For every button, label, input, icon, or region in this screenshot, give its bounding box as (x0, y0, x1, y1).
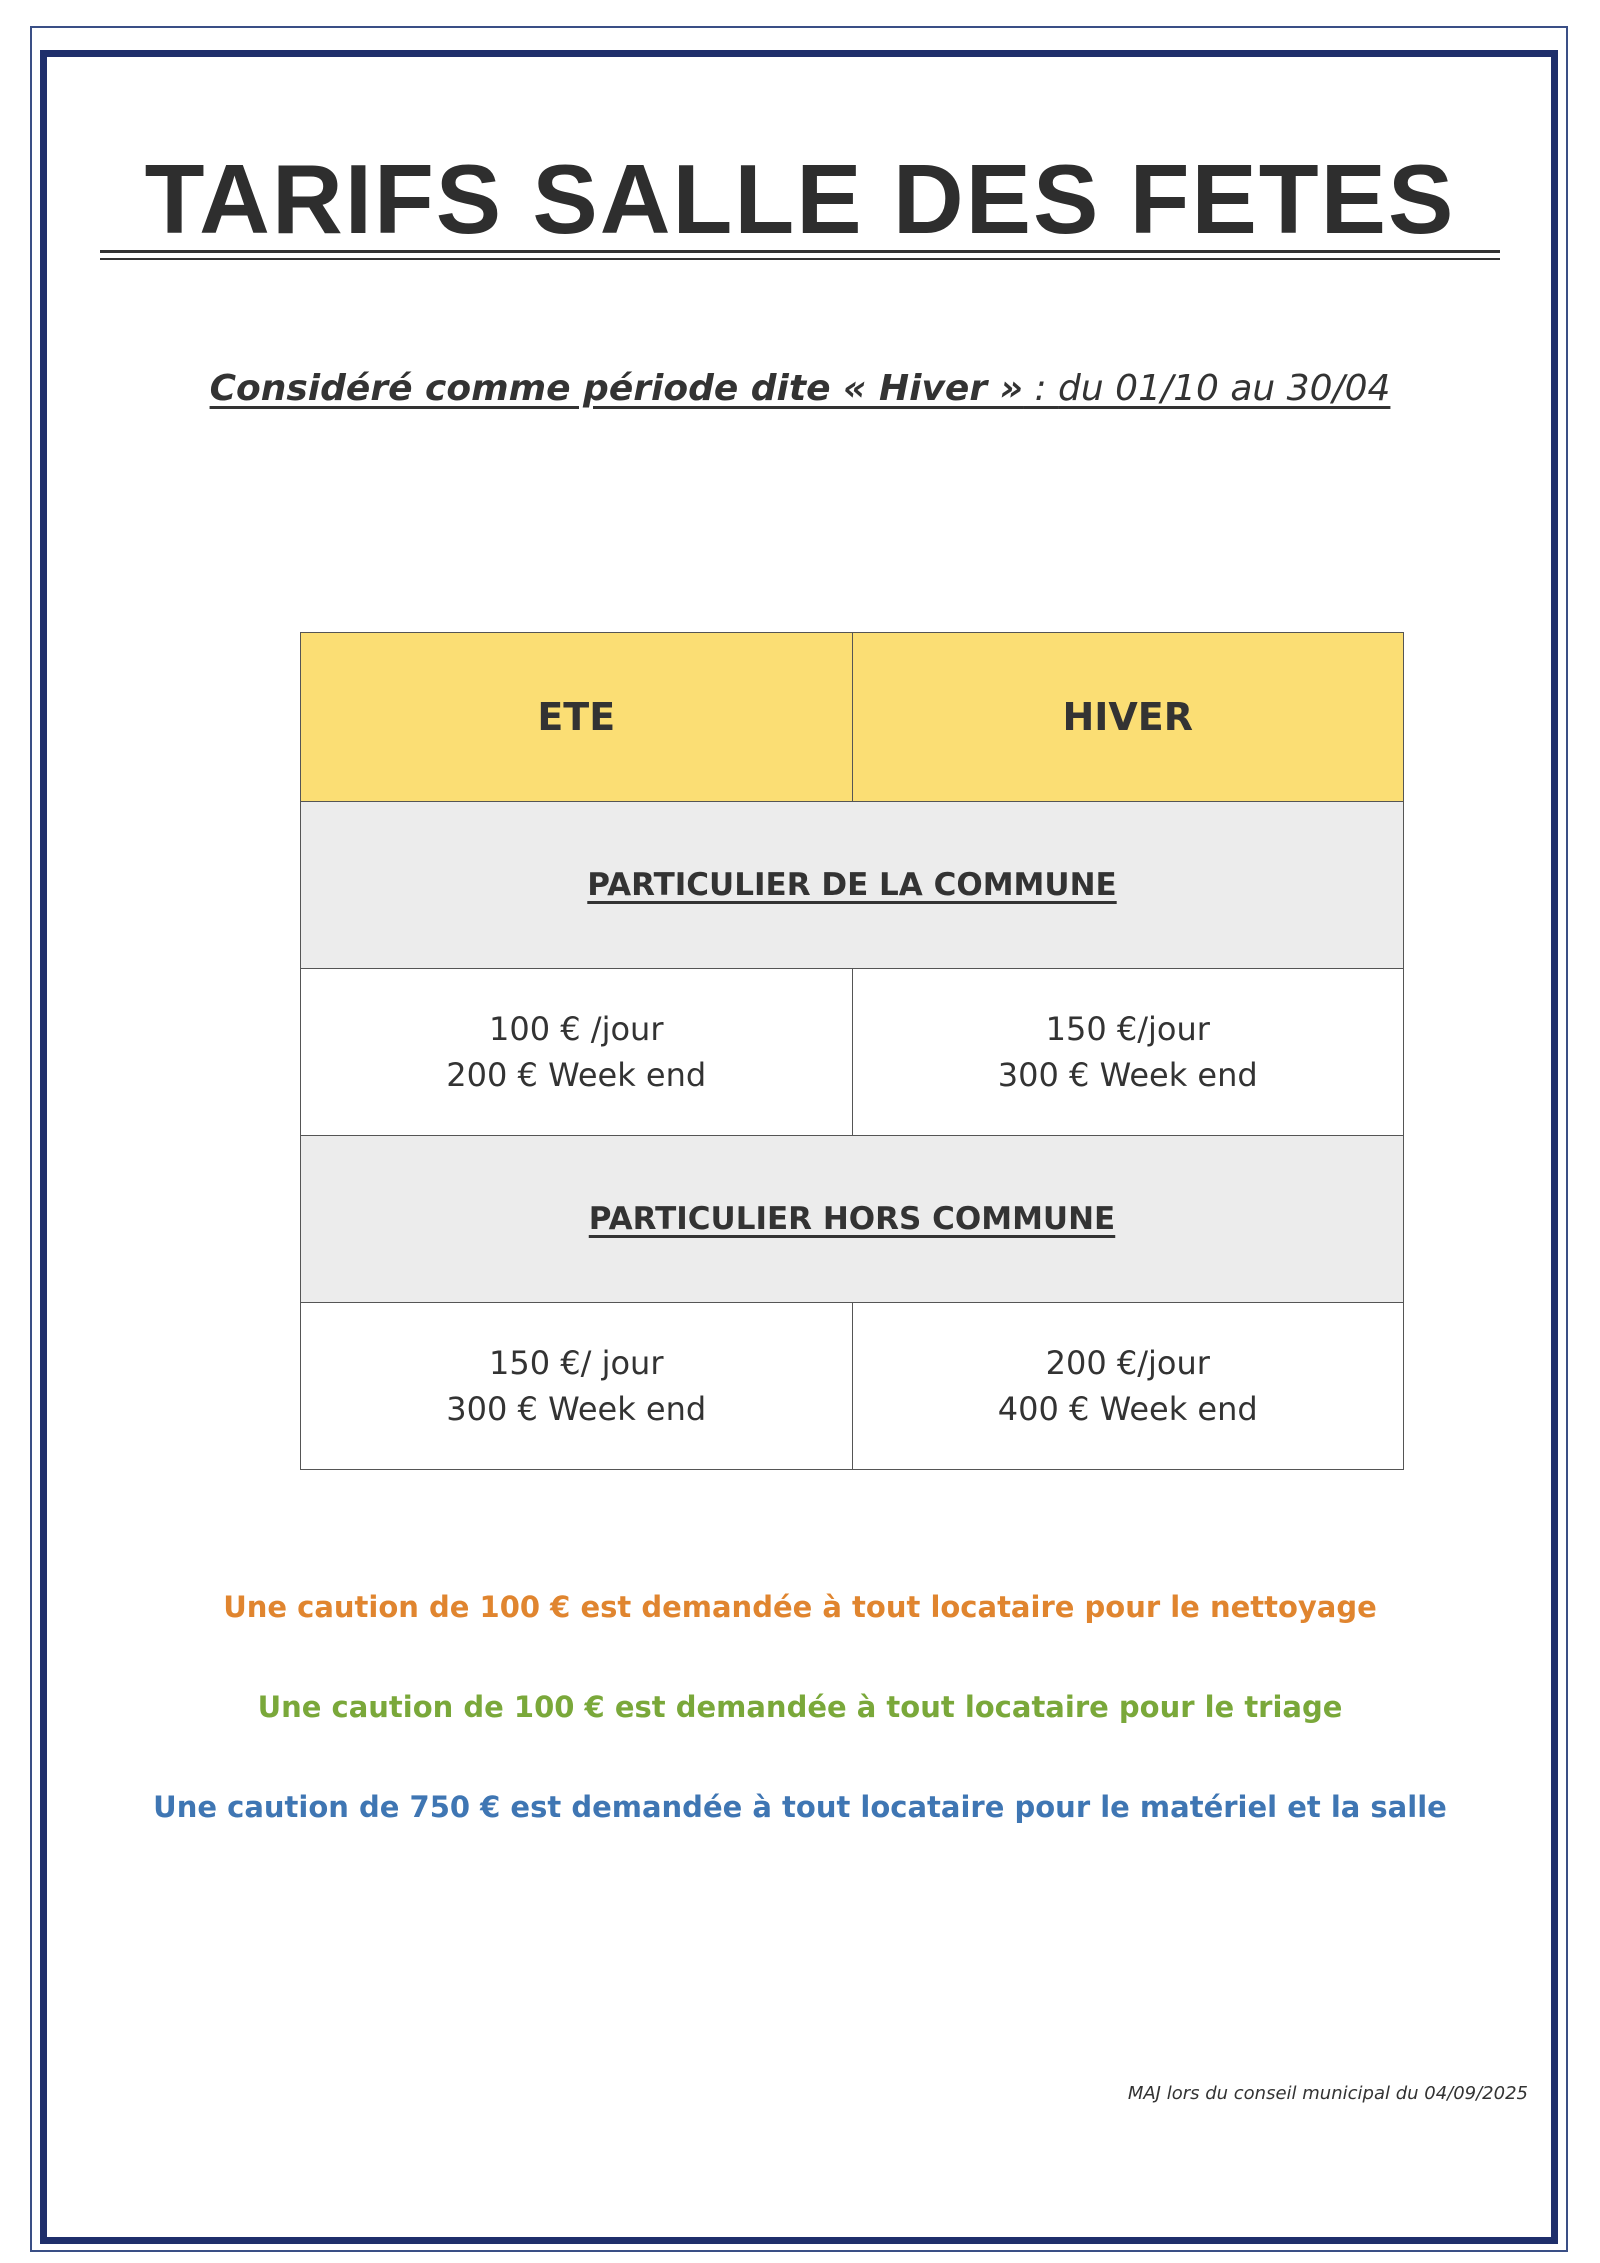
winter-period-label: Considéré comme période dite « Hiver » (209, 368, 1024, 409)
price-cell-hiver (852, 969, 1404, 1136)
winter-period-separator: : (1023, 368, 1059, 409)
winter-period-range: du 01/10 au 30/04 (1058, 368, 1391, 409)
price-cell-hiver (852, 1303, 1404, 1470)
price-row-commune (301, 969, 1404, 1136)
price-weekend: 200 € Week end (446, 1056, 707, 1094)
price-weekend: 300 € Week end (997, 1056, 1258, 1094)
table-header-row (301, 633, 1404, 802)
deposit-note-equipment: Une caution de 750 € est demandée à tout locataire pour le matériel et la salle (153, 1790, 1447, 1824)
header-ete: ETE (301, 633, 853, 802)
deposit-note-sorting: Une caution de 100 € est demandée à tout locataire pour le triage (257, 1690, 1343, 1724)
price-day: 100 € /jour (489, 1010, 664, 1048)
price-day: 150 €/ jour (489, 1344, 664, 1382)
title-underline-double (100, 258, 1500, 260)
pricing-table (300, 632, 1404, 1470)
section-row-hors-commune (301, 1136, 1404, 1303)
price-weekend: 300 € Week end (446, 1390, 707, 1428)
price-day: 200 €/jour (1045, 1344, 1210, 1382)
update-footnote: MAJ lors du conseil municipal du 04/09/2025 (1127, 2083, 1528, 2104)
section-title: PARTICULIER HORS COMMUNE (301, 1136, 1404, 1303)
price-weekend: 400 € Week end (997, 1390, 1258, 1428)
price-cell-ete (301, 1303, 853, 1470)
price-row-hors-commune (301, 1303, 1404, 1470)
winter-period (100, 368, 1500, 409)
section-row-commune (301, 802, 1404, 969)
header-hiver: HIVER (852, 633, 1404, 802)
section-title: PARTICULIER DE LA COMMUNE (301, 802, 1404, 969)
page-title: TARIFS SALLE DES FETES (144, 144, 1456, 254)
title-underline (100, 250, 1500, 253)
price-day: 150 €/jour (1045, 1010, 1210, 1048)
price-cell-ete (301, 969, 853, 1136)
deposit-note-cleaning: Une caution de 100 € est demandée à tout locataire pour le nettoyage (223, 1590, 1377, 1624)
